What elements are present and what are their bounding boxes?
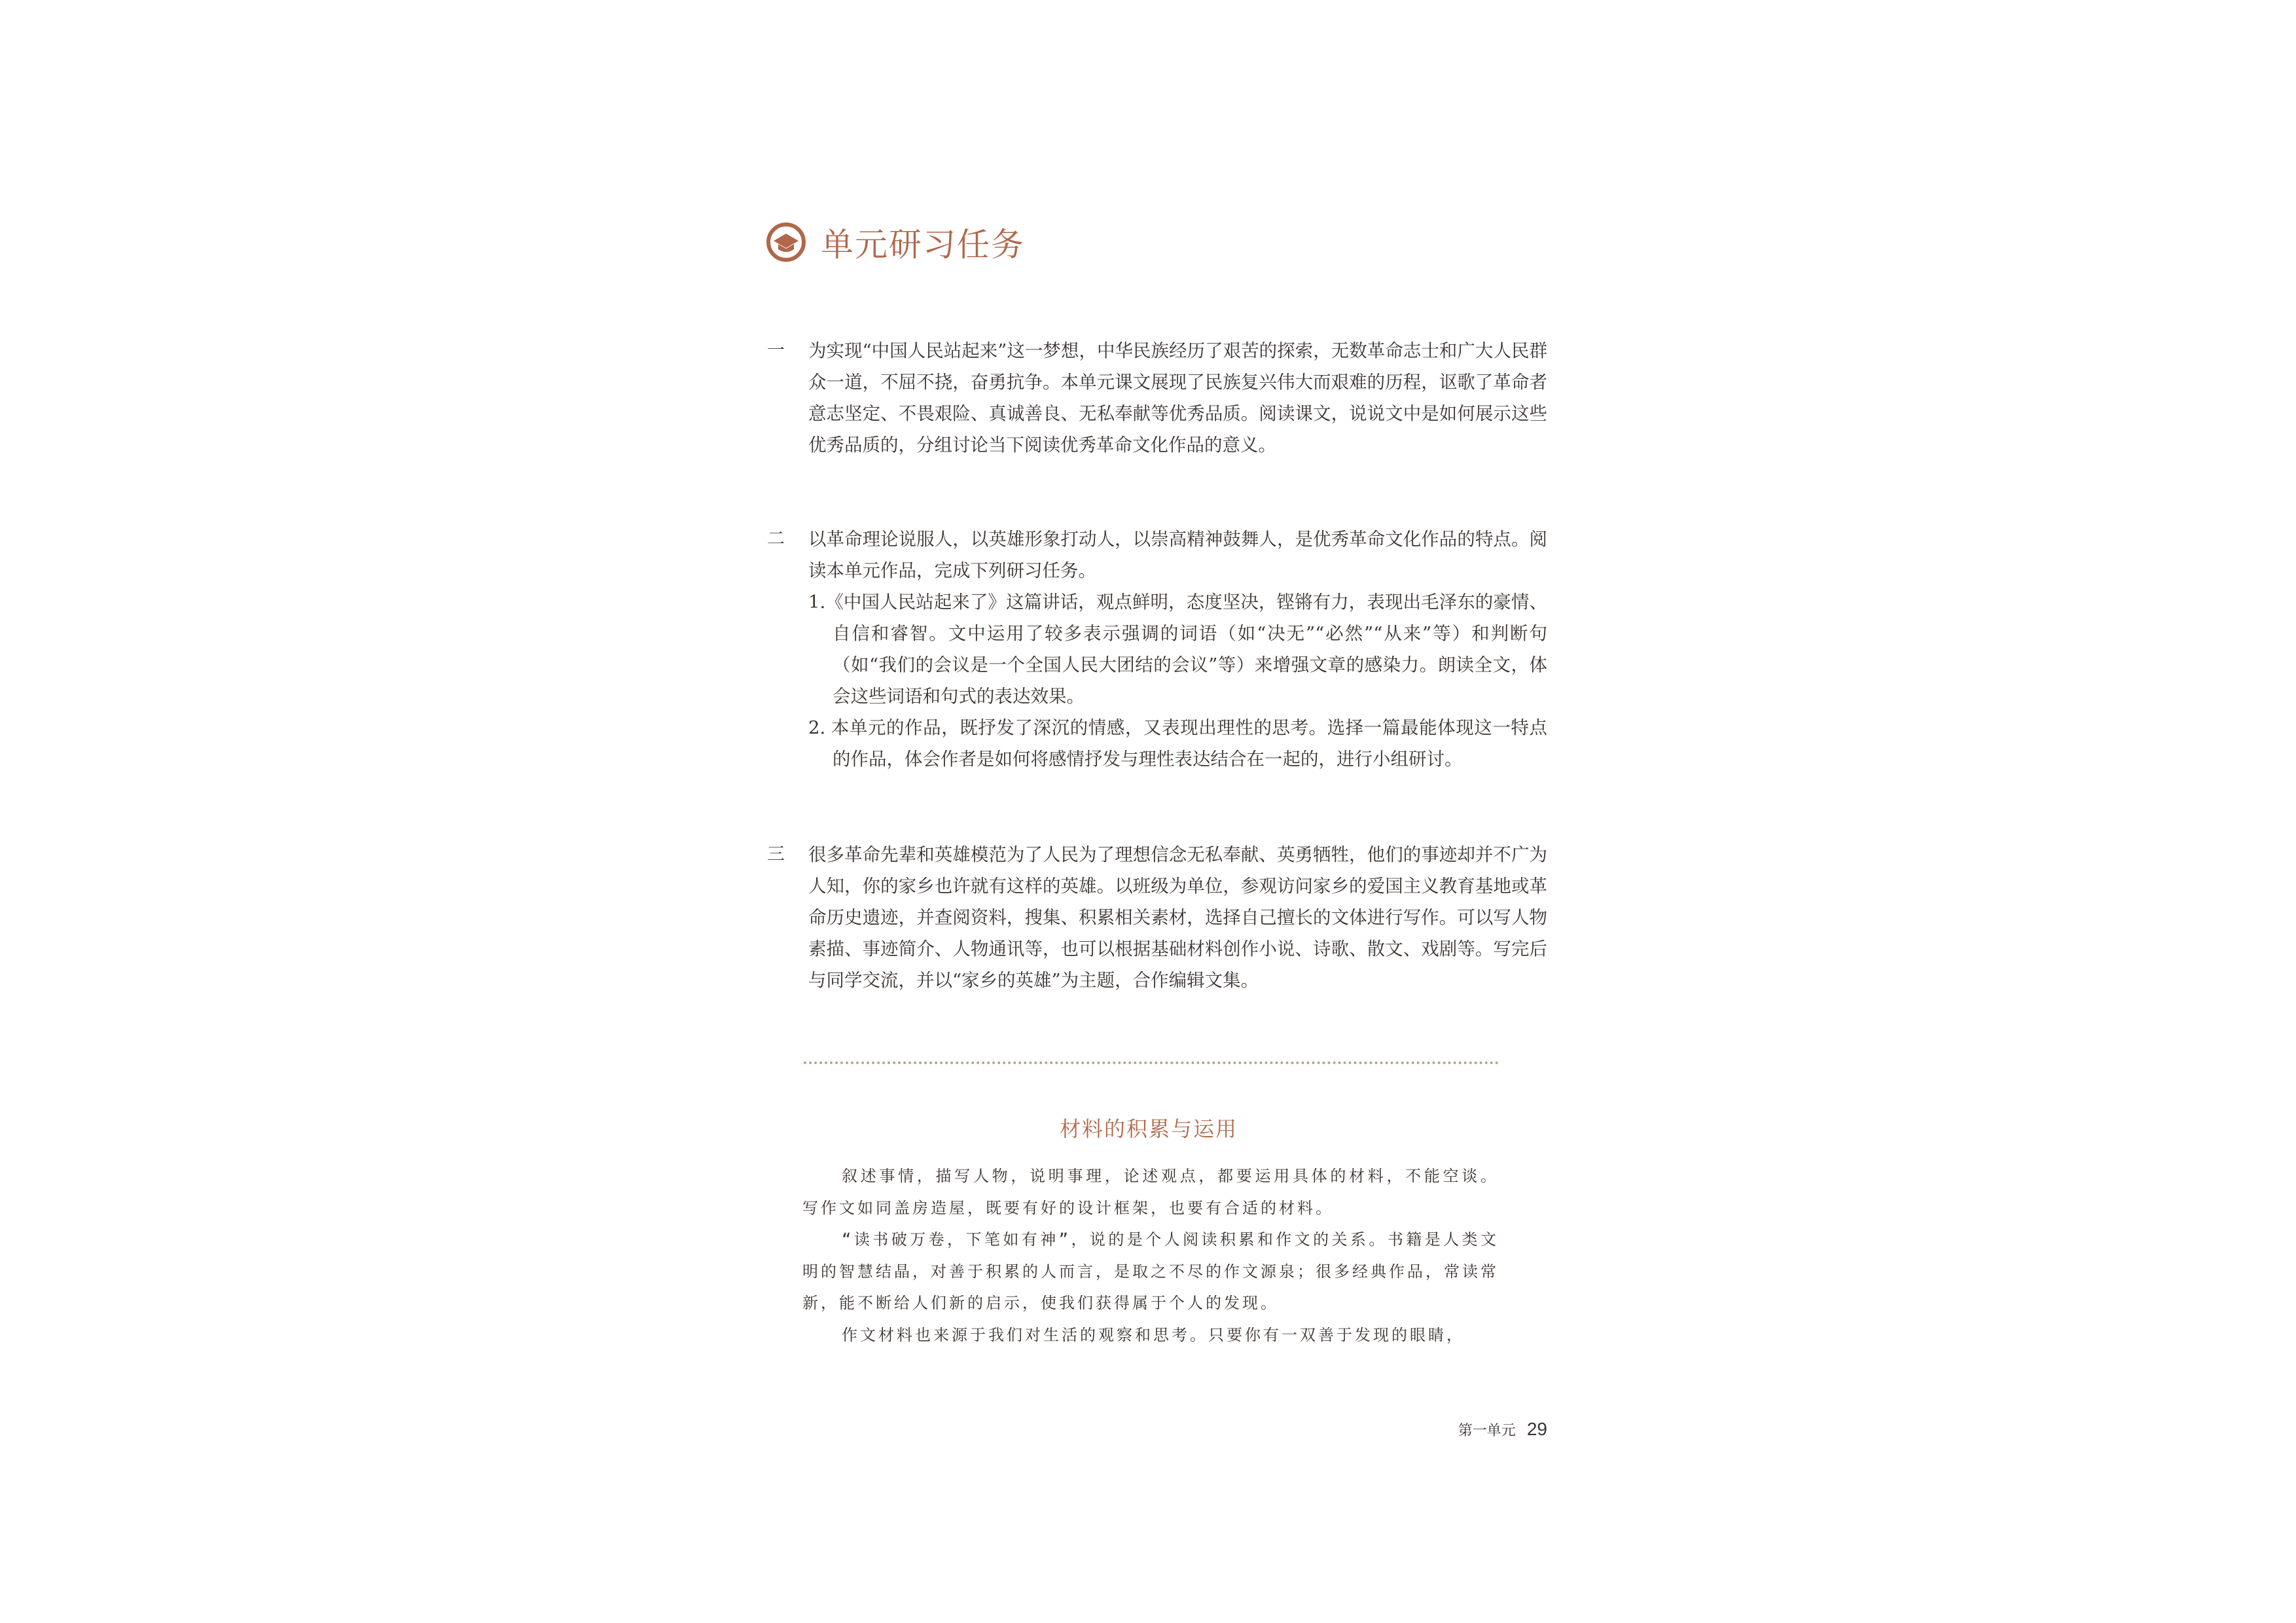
task-item-3 [767, 839, 1547, 996]
page-heading [766, 216, 1025, 268]
subtask-body: 《中国人民站起来了》这篇讲话，观点鲜明，态度坚决，铿锵有力，表现出毛泽东的豪情、自信和睿智。文中运用了较多表示强调的词语（如“决无”“必然”“从来”等）和判断句（如“我们的会议是一个全国人民大团结的会议”等）来增强文章的感染力。朗读全文，体会这些词语和句式的表达效果。 [825, 592, 1547, 707]
reading-paragraph: 作文材料也来源于我们对生活的观察和思考。只要你有一双善于发现的眼睛， [842, 1325, 1465, 1344]
task-text: 为实现“中国人民站起来”这一梦想，中华民族经历了艰苦的探索，无数革命志士和广大人民群众一道，不屈不挠，奋勇抗争。本单元课文展现了民族复兴伟大而艰难的历程，讴歌了革命者意志坚定、不畏艰险、真诚善良、无私奉献等优秀品质。阅读课文，说说文中是如何展示这些优秀品质的，分组讨论当下阅读优秀革命文化作品的意义。 [808, 340, 1547, 455]
unit-label: 第一单元 [1458, 1423, 1516, 1439]
task-marker: 二 [767, 529, 785, 549]
task-text: 以革命理论说服人，以英雄形象打动人，以崇高精神鼓舞人，是优秀革命文化作品的特点。阅读本单元作品，完成下列研习任务。 [808, 529, 1547, 581]
subtask-item-2 [808, 712, 1547, 775]
reading-passage [802, 1160, 1499, 1351]
page-footer [1407, 1419, 1547, 1440]
subtask-number: 1. [808, 592, 826, 613]
subtask-body: 本单元的作品，既抒发了深沉的情感，又表现出理性的思考。选择一篇最能体现这一特点的作品，体会作者是如何将感情抒发与理性表达结合在一起的，进行小组研讨。 [831, 717, 1547, 770]
dotted-divider [804, 1061, 1499, 1064]
subtask-text [808, 586, 1547, 712]
page-number: 29 [1526, 1419, 1547, 1439]
reading-paragraph: “读书破万卷，下笔如有神”，说的是个人阅读积累和作文的关系。书籍是人类文明的智慧结晶，对善于积累的人而言，是取之不尽的作文源泉；很多经典作品，常读常新，能不断给人们新的启示，使我们获得属于个人的发现。 [802, 1230, 1499, 1312]
subtask-text [808, 712, 1547, 775]
graduation-cap-icon [766, 222, 806, 262]
subtask-item-1 [808, 586, 1547, 712]
task-item-1 [767, 335, 1547, 461]
page-title: 单元研习任务 [821, 226, 1025, 264]
subtask-number: 2. [808, 717, 826, 738]
task-marker: 三 [767, 844, 785, 865]
section-title: 材料的积累与运用 [1059, 1116, 1238, 1141]
task-item-2 [767, 524, 1547, 775]
reading-paragraph: 叙述事情，描写人物，说明事理，论述观点，都要运用具体的材料，不能空谈。写作文如同盖房造屋，既要有好的设计框架，也要有合适的材料。 [802, 1167, 1499, 1217]
task-marker: 一 [767, 340, 785, 361]
task-text: 很多革命先辈和英雄模范为了人民为了理想信念无私奉献、英勇牺牲，他们的事迹却并不广为人知，你的家乡也许就有这样的英雄。以班级为单位，参观访问家乡的爱国主义教育基地或革命历史遗迹，并查阅资料，搜集、积累相关素材，选择自己擅长的文体进行写作。可以写人物素描、事迹简介、人物通讯等，也可以根据基础材料创作小说、诗歌、散文、戏剧等。写完后与同学交流，并以“家乡的英雄”为主题，合作编辑文集。 [808, 844, 1547, 991]
